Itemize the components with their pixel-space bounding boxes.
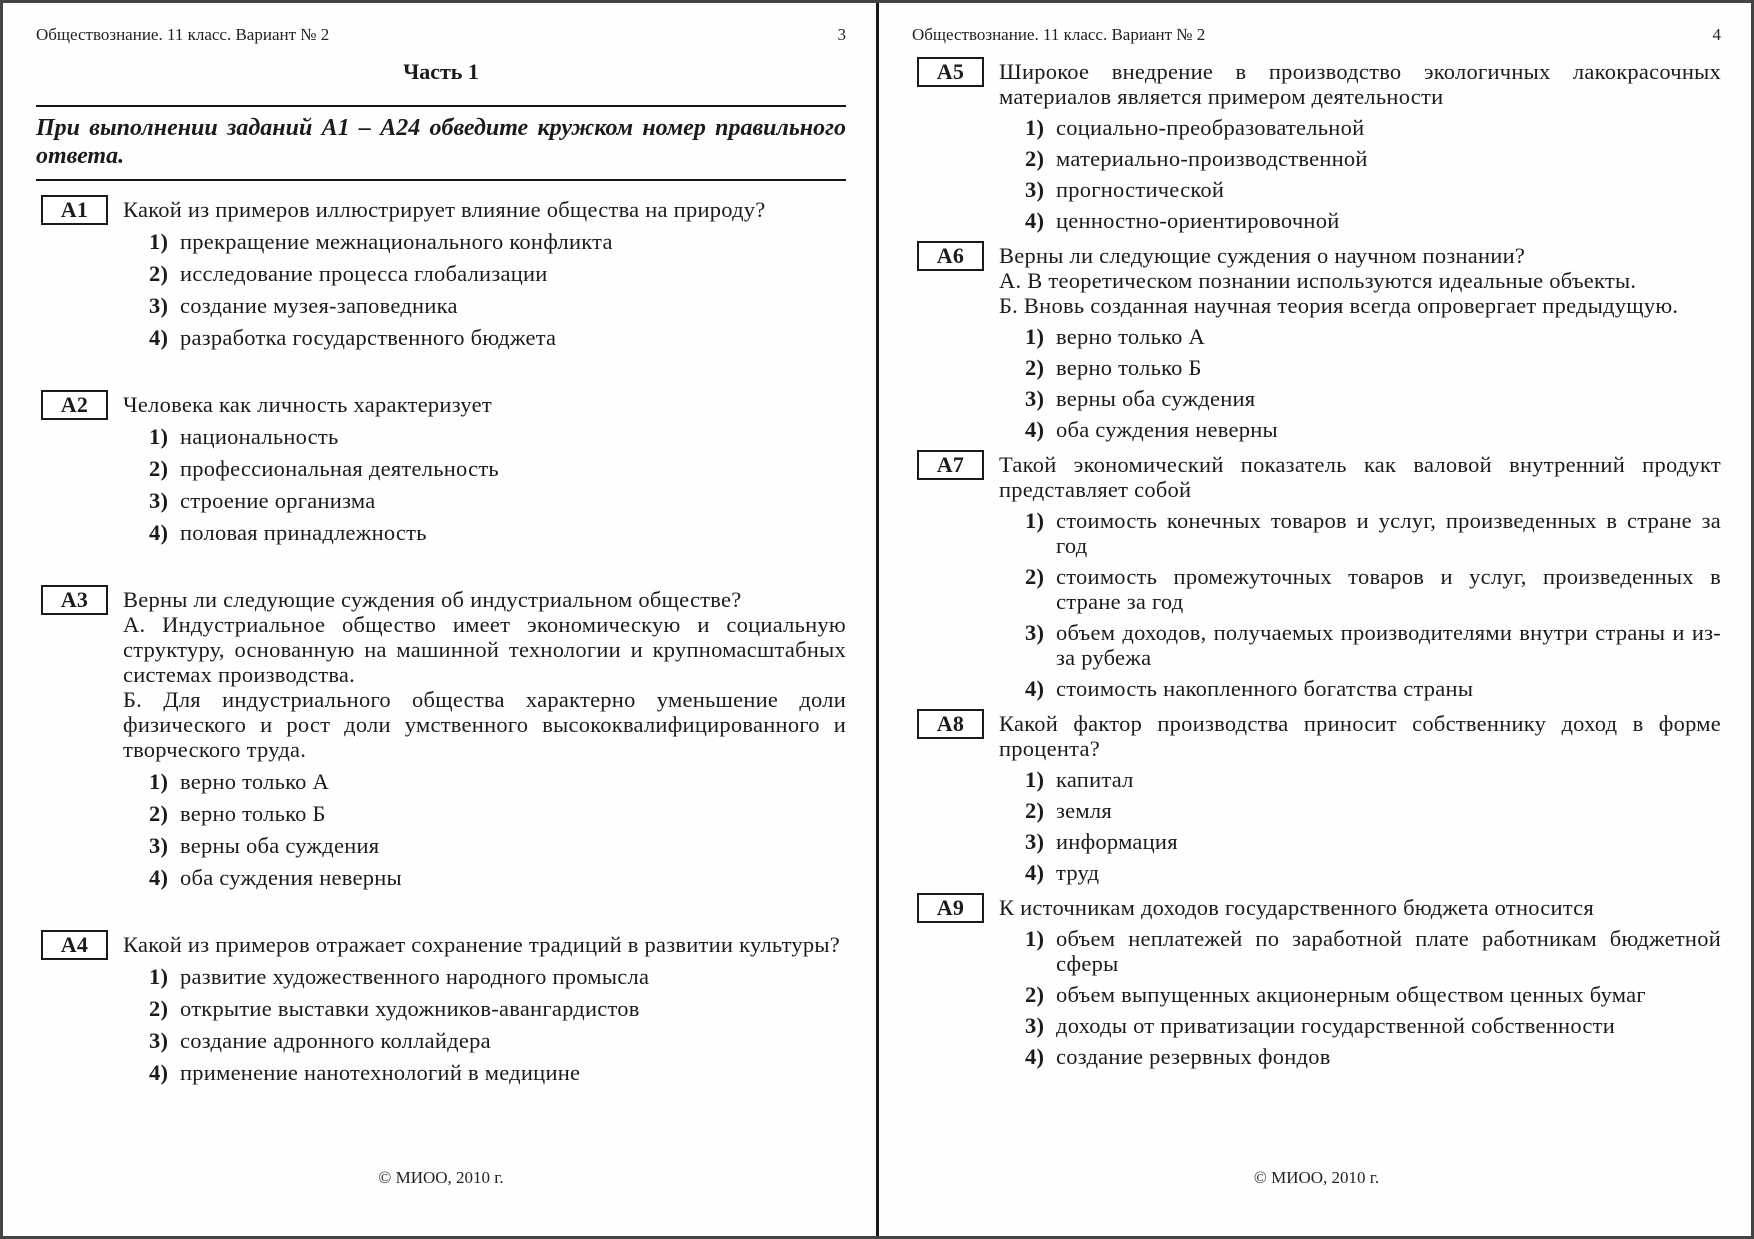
option-text: верны оба суждения — [180, 833, 380, 858]
option-text: социально-преобразовательной — [1056, 115, 1365, 140]
question-a8-text: Какой фактор производства приносит собственнику доход в форме процента? — [999, 711, 1721, 761]
question-a1-option-2 — [123, 261, 846, 286]
question-a7-option-3 — [999, 620, 1721, 670]
option-text: труд — [1056, 860, 1100, 885]
question-a6-option-1 — [999, 324, 1721, 349]
question-a6-option-4 — [999, 417, 1721, 442]
page-4-header — [912, 25, 1721, 45]
question-a2-label: А2 — [41, 390, 108, 420]
question-a9-option-1 — [999, 926, 1721, 976]
page-3 — [3, 3, 879, 1236]
option-number: 2) — [1025, 146, 1045, 171]
option-text: объем неплатежей по заработной плате работникам бюджетной сферы — [1056, 926, 1721, 976]
question-a6-option-3 — [999, 386, 1721, 411]
option-text: верно только А — [180, 769, 330, 794]
option-number: 4) — [1025, 417, 1045, 442]
question-a8-label: А8 — [917, 709, 984, 739]
option-number: 4) — [149, 1060, 169, 1085]
option-text: прекращение межнационального конфликта — [180, 229, 613, 254]
instruction-box — [36, 105, 846, 181]
option-text: национальность — [180, 424, 339, 449]
option-text: развитие художественного народного промысла — [180, 964, 650, 989]
option-text: доходы от приватизации государственной собственности — [1056, 1013, 1616, 1038]
option-text: ценностно-ориентировочной — [1056, 208, 1340, 233]
option-number: 4) — [149, 865, 169, 890]
option-number: 2) — [1025, 564, 1045, 589]
question-a7-option-1 — [999, 508, 1721, 558]
option-number: 2) — [149, 996, 169, 1021]
question-a3-option-3 — [123, 833, 846, 858]
option-text: применение нанотехнологий в медицине — [180, 1060, 581, 1085]
question-a4-text: Какой из примеров отражает сохранение традиций в развитии культуры? — [123, 932, 840, 957]
question-a6-option-2 — [999, 355, 1721, 380]
question-a2-option-2 — [123, 456, 846, 481]
question-a1-option-1 — [123, 229, 846, 254]
question-a6-text: Верны ли следующие суждения о научном познании? — [999, 243, 1526, 268]
doc-title: Обществознание. 11 класс. Вариант № 2 — [36, 25, 330, 44]
page-4-footer: © МИОО, 2010 г. — [1253, 1168, 1380, 1187]
question-a6-statement-b: Б. Вновь созданная научная теория всегда опровергает предыдущую. — [999, 293, 1679, 318]
option-text: информация — [1056, 829, 1178, 854]
question-a7-option-4 — [999, 676, 1721, 701]
question-a7 — [912, 452, 1721, 701]
question-a6-options — [999, 324, 1721, 442]
question-a7-option-2 — [999, 564, 1721, 614]
question-a9-option-2 — [999, 982, 1721, 1007]
question-a3-statement-a: А. Индустриальное общество имеет экономическую и социальную структуру, основанную на машинной технологии и крупномасштабных системах производства. — [123, 612, 846, 687]
question-a4-label: А4 — [41, 930, 108, 960]
question-a8-option-1 — [999, 767, 1721, 792]
option-number: 3) — [149, 293, 169, 318]
question-a5-text: Широкое внедрение в производство экологичных лакокрасочных материалов является примером деятельности — [999, 59, 1721, 109]
option-text: строение организма — [180, 488, 376, 513]
option-number: 2) — [1025, 982, 1045, 1007]
question-a8-option-3 — [999, 829, 1721, 854]
option-text: верно только Б — [180, 801, 326, 826]
question-a3 — [36, 587, 846, 890]
question-a7-text: Такой экономический показатель как валовой внутренний продукт представляет собой — [999, 452, 1721, 502]
question-a3-text: Верны ли следующие суждения об индустриальном обществе? — [123, 587, 742, 612]
option-number: 3) — [1025, 829, 1045, 854]
question-a1-options — [123, 229, 846, 350]
option-number: 2) — [149, 261, 169, 286]
question-a1-option-4 — [123, 325, 846, 350]
option-text: создание резервных фондов — [1056, 1044, 1331, 1069]
question-a2-option-3 — [123, 488, 846, 513]
question-a2-option-1 — [123, 424, 846, 449]
option-number: 1) — [1025, 508, 1045, 533]
option-number: 4) — [149, 325, 169, 350]
option-number: 1) — [149, 769, 169, 794]
question-a3-option-1 — [123, 769, 846, 794]
option-number: 3) — [1025, 177, 1045, 202]
question-a5 — [912, 59, 1721, 233]
question-a5-options — [999, 115, 1721, 233]
option-number: 1) — [149, 229, 169, 254]
option-number: 1) — [1025, 926, 1045, 951]
option-text: объем доходов, получаемых производителями внутри страны и из-за рубежа — [1056, 620, 1721, 670]
question-a2-text: Человека как личность характеризует — [123, 392, 492, 417]
question-a8-options — [999, 767, 1721, 885]
questions-page-4 — [912, 59, 1721, 1069]
question-a3-options — [123, 769, 846, 890]
doc-title: Обществознание. 11 класс. Вариант № 2 — [912, 25, 1206, 44]
page-3-header — [36, 25, 846, 45]
option-text: создание адронного коллайдера — [180, 1028, 491, 1053]
option-text: верно только А — [1056, 324, 1206, 349]
question-a1-label: А1 — [41, 195, 108, 225]
question-a2-option-4 — [123, 520, 846, 545]
question-a6 — [912, 243, 1721, 442]
option-text: стоимость промежуточных товаров и услуг, произведенных в стране за год — [1056, 564, 1721, 614]
page-number: 4 — [1712, 25, 1721, 44]
question-a5-label: А5 — [917, 57, 984, 87]
option-number: 2) — [1025, 355, 1045, 380]
question-a1 — [36, 197, 846, 350]
option-number: 3) — [149, 488, 169, 513]
question-a9-options — [999, 926, 1721, 1069]
option-text: оба суждения неверны — [1056, 417, 1278, 442]
option-number: 3) — [1025, 620, 1045, 645]
question-a3-option-4 — [123, 865, 846, 890]
question-a7-options — [999, 508, 1721, 701]
page-4 — [879, 3, 1751, 1236]
option-text: стоимость конечных товаров и услуг, произведенных в стране за год — [1056, 508, 1721, 558]
questions-page-3 — [36, 197, 846, 1085]
option-number: 3) — [1025, 386, 1045, 411]
question-a6-label: А6 — [917, 241, 984, 271]
question-a5-option-2 — [999, 146, 1721, 171]
question-a3-option-2 — [123, 801, 846, 826]
question-a4-option-3 — [123, 1028, 846, 1053]
question-a5-option-1 — [999, 115, 1721, 140]
option-text: исследование процесса глобализации — [180, 261, 548, 286]
option-text: земля — [1056, 798, 1112, 823]
question-a3-statement-b: Б. Для индустриального общества характерно уменьшение доли физического и рост доли умственного высококвалифицированного и творческого труда. — [123, 687, 846, 762]
question-a7-label: А7 — [917, 450, 984, 480]
question-a4-options — [123, 964, 846, 1085]
question-a9-option-4 — [999, 1044, 1721, 1069]
option-number: 3) — [1025, 1013, 1045, 1038]
question-a9-option-3 — [999, 1013, 1721, 1038]
option-number: 1) — [149, 424, 169, 449]
question-a9-label: А9 — [917, 893, 984, 923]
option-number: 1) — [149, 964, 169, 989]
option-number: 3) — [149, 833, 169, 858]
question-a6-statement-a: А. В теоретическом познании используются идеальные объекты. — [999, 268, 1637, 293]
option-number: 4) — [1025, 1044, 1045, 1069]
option-number: 1) — [1025, 324, 1045, 349]
question-a2-options — [123, 424, 846, 545]
option-text: разработка государственного бюджета — [180, 325, 557, 350]
page-number: 3 — [837, 25, 846, 44]
instruction-text: При выполнении заданий А1 – А24 обведите кружком номер правильного ответа. — [36, 115, 846, 169]
option-text: создание музея-заповедника — [180, 293, 458, 318]
question-a9-text: К источникам доходов государственного бюджета относится — [999, 895, 1595, 920]
option-text: профессиональная деятельность — [180, 456, 499, 481]
option-number: 4) — [1025, 208, 1045, 233]
option-text: капитал — [1056, 767, 1134, 792]
question-a8-option-2 — [999, 798, 1721, 823]
question-a1-text: Какой из примеров иллюстрирует влияние общества на природу? — [123, 197, 766, 222]
question-a4-option-4 — [123, 1060, 846, 1085]
question-a5-option-4 — [999, 208, 1721, 233]
option-text: стоимость накопленного богатства страны — [1056, 676, 1474, 701]
question-a4-option-1 — [123, 964, 846, 989]
option-number: 4) — [149, 520, 169, 545]
option-number: 2) — [149, 801, 169, 826]
part-title: Часть 1 — [403, 59, 479, 84]
question-a2 — [36, 392, 846, 545]
option-number: 3) — [149, 1028, 169, 1053]
option-text: объем выпущенных акционерным обществом ценных бумаг — [1056, 982, 1646, 1007]
option-text: верны оба суждения — [1056, 386, 1256, 411]
option-number: 1) — [1025, 767, 1045, 792]
option-number: 2) — [1025, 798, 1045, 823]
question-a9 — [912, 895, 1721, 1069]
option-text: оба суждения неверны — [180, 865, 402, 890]
option-text: прогностической — [1056, 177, 1225, 202]
question-a4-option-2 — [123, 996, 846, 1021]
option-text: половая принадлежность — [180, 520, 427, 545]
option-text: верно только Б — [1056, 355, 1202, 380]
question-a8-option-4 — [999, 860, 1721, 885]
question-a5-option-3 — [999, 177, 1721, 202]
question-a3-label: А3 — [41, 585, 108, 615]
option-number: 4) — [1025, 860, 1045, 885]
option-number: 4) — [1025, 676, 1045, 701]
question-a8 — [912, 711, 1721, 885]
option-number: 2) — [149, 456, 169, 481]
option-text: материально-производственной — [1056, 146, 1368, 171]
question-a1-option-3 — [123, 293, 846, 318]
option-text: открытие выставки художников-авангардистов — [180, 996, 640, 1021]
page-3-footer: © МИОО, 2010 г. — [378, 1168, 504, 1187]
question-a4 — [36, 932, 846, 1085]
option-number: 1) — [1025, 115, 1045, 140]
